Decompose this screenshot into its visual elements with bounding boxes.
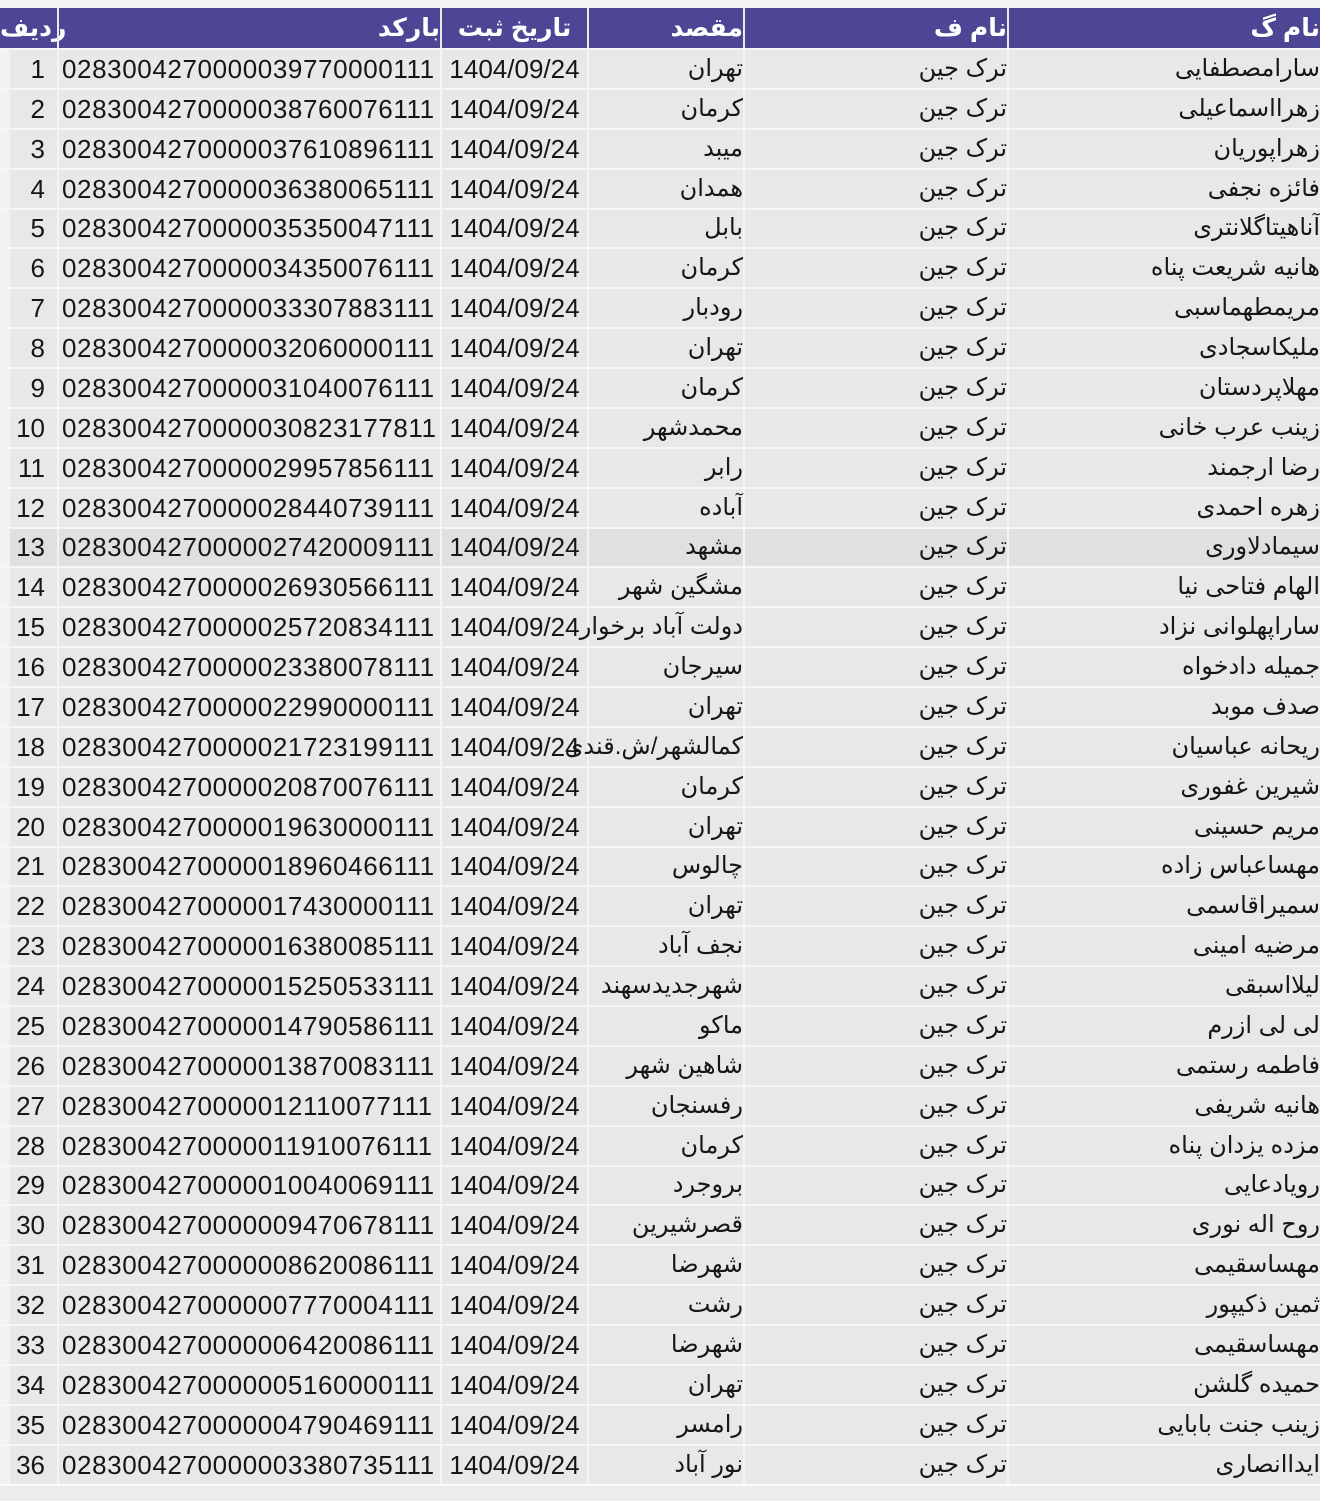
barcode-value: 0283004270000023380078111: [57, 648, 440, 686]
barcode-value: 0283004270000020870076111: [57, 768, 440, 806]
row-number-value: 10: [0, 409, 57, 447]
receiver-name-value: ریحانه عباسیان: [1007, 728, 1320, 766]
table-row[interactable]: [0, 606, 1320, 646]
row-number-value: 6: [0, 249, 57, 287]
date-value: 1404/09/24: [440, 1246, 587, 1284]
receiver-name-value: ایداانصاری: [1007, 1446, 1320, 1484]
date-value: 1404/09/24: [440, 1087, 587, 1125]
barcode-value: 0283004270000009470678111: [57, 1206, 440, 1244]
destination-value: شهرضا: [587, 1326, 743, 1364]
row-number-value: 21: [0, 848, 57, 886]
table-row[interactable]: [0, 846, 1320, 886]
receiver-name-value: مریمطهماسبی: [1007, 289, 1320, 327]
date-value: 1404/09/24: [440, 1127, 587, 1165]
row-number-value: 7: [0, 289, 57, 327]
destination-value: محمدشهر: [587, 409, 743, 447]
sender-name-value: ترک جین: [743, 1127, 1007, 1165]
row-number-value: 24: [0, 967, 57, 1005]
receiver-name-value: مهساسقیمی: [1007, 1246, 1320, 1284]
destination-value: تهران: [587, 329, 743, 367]
date-value: 1404/09/24: [440, 489, 587, 527]
barcode-value: 0283004270000003380735111: [57, 1446, 440, 1484]
table-row[interactable]: [0, 1324, 1320, 1364]
sender-name-value: ترک جین: [743, 409, 1007, 447]
destination-value: رودبار: [587, 289, 743, 327]
sender-name-value: ترک جین: [743, 887, 1007, 925]
receiver-name-value: سمیراقاسمی: [1007, 887, 1320, 925]
table-row[interactable]: [0, 1244, 1320, 1284]
destination-value: کرمان: [587, 768, 743, 806]
barcode-value: 0283004270000038760076111: [57, 90, 440, 128]
table-row[interactable]: [0, 1045, 1320, 1085]
table-row[interactable]: [0, 726, 1320, 766]
date-value: 1404/09/24: [440, 210, 587, 248]
receiver-name-value: رضا ارجمند: [1007, 449, 1320, 487]
date-value: 1404/09/24: [440, 808, 587, 846]
row-number-value: 16: [0, 648, 57, 686]
date-value: 1404/09/24: [440, 848, 587, 886]
sender-name-value: ترک جین: [743, 1406, 1007, 1444]
sender-name-value: ترک جین: [743, 1167, 1007, 1205]
row-number-value: 11: [0, 449, 57, 487]
date-value: 1404/09/24: [440, 1007, 587, 1045]
sender-name-value: ترک جین: [743, 1246, 1007, 1284]
sender-name-value: ترک جین: [743, 50, 1007, 88]
destination-value: رشت: [587, 1286, 743, 1324]
sender-name-value: ترک جین: [743, 808, 1007, 846]
receiver-name-value: مهساسقیمی: [1007, 1326, 1320, 1364]
barcode-value: 0283004270000025720834111: [57, 608, 440, 646]
sender-name-value: ترک جین: [743, 1007, 1007, 1045]
destination-value: چالوس: [587, 848, 743, 886]
table-row[interactable]: [0, 247, 1320, 287]
receiver-name-value: زینب عرب خانی: [1007, 409, 1320, 447]
table-row[interactable]: [0, 327, 1320, 367]
row-number-value: 17: [0, 688, 57, 726]
destination-value: مشهد: [587, 529, 743, 567]
receiver-name-value: روح اله نوری: [1007, 1206, 1320, 1244]
table-row[interactable]: [0, 1404, 1320, 1444]
destination-value: کرمان: [587, 1127, 743, 1165]
column-header-sender-name: نام ف: [743, 8, 1007, 48]
sender-name-value: ترک جین: [743, 1286, 1007, 1324]
receiver-name-value: سیمادلاوری: [1007, 529, 1320, 567]
table-row[interactable]: [0, 1444, 1320, 1484]
row-number-value: 36: [0, 1446, 57, 1484]
table-row[interactable]: [0, 686, 1320, 726]
destination-value: شهرجدیدسهند: [587, 967, 743, 1005]
receiver-name-value: رویادعایی: [1007, 1167, 1320, 1205]
row-number-value: 32: [0, 1286, 57, 1324]
destination-value: تهران: [587, 1366, 743, 1404]
destination-value: رفسنجان: [587, 1087, 743, 1125]
sender-name-value: ترک جین: [743, 1087, 1007, 1125]
date-value: 1404/09/24: [440, 1366, 587, 1404]
row-number-value: 9: [0, 369, 57, 407]
table-row[interactable]: [0, 1085, 1320, 1125]
date-value: 1404/09/24: [440, 927, 587, 965]
sender-name-value: ترک جین: [743, 1047, 1007, 1085]
barcode-value: 0283004270000022990000111: [57, 688, 440, 726]
date-value: 1404/09/24: [440, 130, 587, 168]
receiver-name-value: هانیه شریفی: [1007, 1087, 1320, 1125]
barcode-value: 0283004270000026930566111: [57, 568, 440, 606]
barcode-value: 0283004270000036380065111: [57, 170, 440, 208]
receiver-name-value: مهلاپردستان: [1007, 369, 1320, 407]
sender-name-value: ترک جین: [743, 529, 1007, 567]
table-row[interactable]: [0, 407, 1320, 447]
row-number-value: 19: [0, 768, 57, 806]
receiver-name-value: آناهیتاگلانتری: [1007, 210, 1320, 248]
row-number-value: 23: [0, 927, 57, 965]
column-header-row-number: ردیف: [0, 14, 67, 42]
table-row[interactable]: [0, 287, 1320, 327]
destination-value: نجف آباد: [587, 927, 743, 965]
table-row[interactable]: [0, 1165, 1320, 1205]
row-number-value: 1: [0, 50, 57, 88]
destination-value: تهران: [587, 50, 743, 88]
destination-value: بابل: [587, 210, 743, 248]
table-row[interactable]: [0, 208, 1320, 248]
table-row[interactable]: [0, 1284, 1320, 1324]
table-row[interactable]: [0, 646, 1320, 686]
date-value: 1404/09/24: [440, 449, 587, 487]
table-row[interactable]: [0, 885, 1320, 925]
table-row[interactable]: [0, 1204, 1320, 1244]
row-number-value: 29: [0, 1167, 57, 1205]
barcode-value: 0283004270000011910076111: [57, 1127, 440, 1165]
date-value: 1404/09/24: [440, 369, 587, 407]
sender-name-value: ترک جین: [743, 927, 1007, 965]
table-row[interactable]: [0, 965, 1320, 1005]
receiver-name-value: زهرااسماعیلی: [1007, 90, 1320, 128]
receiver-name-value: جمیله دادخواه: [1007, 648, 1320, 686]
destination-value: دولت آباد برخوار: [587, 608, 743, 646]
receiver-name-value: الهام فتاحی نیا: [1007, 568, 1320, 606]
row-number-value: 25: [0, 1007, 57, 1045]
destination-value: شاهین شهر: [587, 1047, 743, 1085]
sender-name-value: ترک جین: [743, 728, 1007, 766]
destination-value: کرمان: [587, 369, 743, 407]
table-row[interactable]: [0, 566, 1320, 606]
sender-name-value: ترک جین: [743, 170, 1007, 208]
date-value: 1404/09/24: [440, 90, 587, 128]
destination-value: رابر: [587, 449, 743, 487]
row-number-value: 15: [0, 608, 57, 646]
sender-name-value: ترک جین: [743, 369, 1007, 407]
barcode-value: 0283004270000021723199111: [57, 728, 440, 766]
destination-value: شهرضا: [587, 1246, 743, 1284]
row-number-value: 18: [0, 728, 57, 766]
date-value: 1404/09/24: [440, 967, 587, 1005]
sender-name-value: ترک جین: [743, 249, 1007, 287]
table-row[interactable]: [0, 1364, 1320, 1404]
receiver-name-value: ملیکاسجادی: [1007, 329, 1320, 367]
barcode-value: 0283004270000028440739111: [57, 489, 440, 527]
row-number-value: 4: [0, 170, 57, 208]
barcode-value: 0283004270000034350076111: [57, 249, 440, 287]
row-number-value: 13: [0, 529, 57, 567]
destination-value: آباده: [587, 489, 743, 527]
destination-value: کرمان: [587, 249, 743, 287]
receiver-name-value: شیرین غفوری: [1007, 768, 1320, 806]
destination-value: تهران: [587, 887, 743, 925]
date-value: 1404/09/24: [440, 688, 587, 726]
receiver-name-value: هانیه شریعت پناه: [1007, 249, 1320, 287]
barcode-value: 0283004270000008620086111: [57, 1246, 440, 1284]
date-value: 1404/09/24: [440, 1286, 587, 1324]
row-number-value: 28: [0, 1127, 57, 1165]
table-row[interactable]: [0, 766, 1320, 806]
destination-value: بروجرد: [587, 1167, 743, 1205]
destination-value: کرمان: [587, 90, 743, 128]
bottom-margin-strip: [0, 1484, 1320, 1501]
destination-value: سیرجان: [587, 648, 743, 686]
date-value: 1404/09/24: [440, 648, 587, 686]
top-margin-strip: [0, 0, 1320, 8]
barcode-value: 0283004270000035350047111: [57, 210, 440, 248]
sender-name-value: ترک جین: [743, 449, 1007, 487]
barcode-value: 0283004270000016380085111: [57, 927, 440, 965]
barcode-value: 0283004270000030823177811: [57, 409, 440, 447]
date-value: 1404/09/24: [440, 568, 587, 606]
destination-value: کمالشهر/ش.قندی: [587, 728, 743, 766]
row-number-value: 22: [0, 887, 57, 925]
sender-name-value: ترک جین: [743, 1326, 1007, 1364]
barcode-value: 0283004270000010040069111: [57, 1167, 440, 1205]
table-row[interactable]: [0, 88, 1320, 128]
barcode-value: 0283004270000018960466111: [57, 848, 440, 886]
receiver-name-value: لیلااسبقی: [1007, 967, 1320, 1005]
barcode-value: 0283004270000017430000111: [57, 887, 440, 925]
row-number-value: 14: [0, 568, 57, 606]
receiver-name-value: حمیده گلشن: [1007, 1366, 1320, 1404]
table-row[interactable]: [0, 925, 1320, 965]
barcode-value: 0283004270000037610896111: [57, 130, 440, 168]
date-value: 1404/09/24: [440, 728, 587, 766]
sender-name-value: ترک جین: [743, 568, 1007, 606]
sender-name-value: ترک جین: [743, 768, 1007, 806]
receiver-name-value: ساراپهلوانی نزاد: [1007, 608, 1320, 646]
destination-value: میبد: [587, 130, 743, 168]
barcode-value: 0283004270000012110077111: [57, 1087, 440, 1125]
sender-name-value: ترک جین: [743, 130, 1007, 168]
date-value: 1404/09/24: [440, 50, 587, 88]
barcode-value: 0283004270000039770000111: [57, 50, 440, 88]
barcode-value: 0283004270000015250533111: [57, 967, 440, 1005]
destination-value: ماکو: [587, 1007, 743, 1045]
sender-name-value: ترک جین: [743, 608, 1007, 646]
date-value: 1404/09/24: [440, 170, 587, 208]
date-value: 1404/09/24: [440, 1326, 587, 1364]
table-row[interactable]: [0, 447, 1320, 487]
table-row[interactable]: [0, 128, 1320, 168]
destination-value: قصرشیرین: [587, 1206, 743, 1244]
barcode-value: 0283004270000005160000111: [57, 1366, 440, 1404]
receiver-name-value: مریم حسینی: [1007, 808, 1320, 846]
row-number-value: 8: [0, 329, 57, 367]
date-value: 1404/09/24: [440, 1206, 587, 1244]
receiver-name-value: سارامصطفایی: [1007, 50, 1320, 88]
date-value: 1404/09/24: [440, 289, 587, 327]
date-value: 1404/09/24: [440, 887, 587, 925]
barcode-value: 0283004270000014790586111: [57, 1007, 440, 1045]
sender-name-value: ترک جین: [743, 90, 1007, 128]
receiver-name-value: لی لی ازرم: [1007, 1007, 1320, 1045]
date-value: 1404/09/24: [440, 1167, 587, 1205]
row-number-value: 12: [0, 489, 57, 527]
table-row[interactable]: [0, 806, 1320, 846]
receiver-name-value: زینب جنت بابایی: [1007, 1406, 1320, 1444]
destination-value: مشگین شهر: [587, 568, 743, 606]
destination-value: نور آباد: [587, 1446, 743, 1484]
row-number-value: 27: [0, 1087, 57, 1125]
row-number-value: 34: [0, 1366, 57, 1404]
table-row[interactable]: [0, 168, 1320, 208]
destination-value: تهران: [587, 688, 743, 726]
receiver-name-value: فاطمه رستمی: [1007, 1047, 1320, 1085]
receiver-name-value: مهساعباس زاده: [1007, 848, 1320, 886]
date-value: 1404/09/24: [440, 529, 587, 567]
receiver-name-value: صدف موبد: [1007, 688, 1320, 726]
sender-name-value: ترک جین: [743, 648, 1007, 686]
row-number-value: 35: [0, 1406, 57, 1444]
row-number-value: 33: [0, 1326, 57, 1364]
receiver-name-value: مزده یزدان پناه: [1007, 1127, 1320, 1165]
date-value: 1404/09/24: [440, 409, 587, 447]
date-value: 1404/09/24: [440, 1047, 587, 1085]
table-row[interactable]: [0, 1125, 1320, 1165]
date-value: 1404/09/24: [440, 329, 587, 367]
barcode-value: 0283004270000029957856111: [57, 449, 440, 487]
receiver-name-value: زهراپوریان: [1007, 130, 1320, 168]
sender-name-value: ترک جین: [743, 1366, 1007, 1404]
row-number-value: 5: [0, 210, 57, 248]
table-row[interactable]: [0, 487, 1320, 527]
table-body: [0, 48, 1320, 1484]
destination-value: تهران: [587, 808, 743, 846]
sender-name-value: ترک جین: [743, 210, 1007, 248]
barcode-value: 0283004270000019630000111: [57, 808, 440, 846]
column-header-date: تاریخ ثبت: [440, 8, 587, 48]
sender-name-value: ترک جین: [743, 967, 1007, 1005]
table-row[interactable]: [0, 48, 1320, 88]
row-number-value: 20: [0, 808, 57, 846]
sender-name-value: ترک جین: [743, 329, 1007, 367]
barcode-value: 0283004270000027420009111: [57, 529, 440, 567]
sender-name-value: ترک جین: [743, 688, 1007, 726]
date-value: 1404/09/24: [440, 768, 587, 806]
table-row[interactable]: [0, 527, 1320, 567]
receiver-name-value: ثمین ذکیپور: [1007, 1286, 1320, 1324]
sender-name-value: ترک جین: [743, 1206, 1007, 1244]
row-number-value: 3: [0, 130, 57, 168]
row-number-value: 26: [0, 1047, 57, 1085]
row-number-value: 30: [0, 1206, 57, 1244]
barcode-value: 0283004270000032060000111: [57, 329, 440, 367]
table-header-row: [0, 8, 1320, 48]
date-value: 1404/09/24: [440, 608, 587, 646]
column-header-destination: مقصد: [587, 8, 743, 48]
receiver-name-value: فائزه نجفی: [1007, 170, 1320, 208]
destination-value: همدان: [587, 170, 743, 208]
date-value: 1404/09/24: [440, 249, 587, 287]
sender-name-value: ترک جین: [743, 289, 1007, 327]
barcode-value: 0283004270000013870083111: [57, 1047, 440, 1085]
row-number-value: 31: [0, 1246, 57, 1284]
column-header-barcode: بارکد: [57, 8, 440, 48]
column-header-receiver-name: نام گ: [1007, 8, 1320, 48]
receiver-name-value: مرضیه امینی: [1007, 927, 1320, 965]
sender-name-value: ترک جین: [743, 848, 1007, 886]
sender-name-value: ترک جین: [743, 1446, 1007, 1484]
date-value: 1404/09/24: [440, 1406, 587, 1444]
barcode-value: 0283004270000033307883111: [57, 289, 440, 327]
barcode-value: 0283004270000006420086111: [57, 1326, 440, 1364]
receiver-name-value: زهره احمدی: [1007, 489, 1320, 527]
barcode-value: 0283004270000004790469111: [57, 1406, 440, 1444]
table-row[interactable]: [0, 1005, 1320, 1045]
barcode-value: 0283004270000031040076111: [57, 369, 440, 407]
destination-value: رامسر: [587, 1406, 743, 1444]
date-value: 1404/09/24: [440, 1446, 587, 1484]
table-row[interactable]: [0, 367, 1320, 407]
barcode-value: 0283004270000007770004111: [57, 1286, 440, 1324]
row-number-value: 2: [0, 90, 57, 128]
sender-name-value: ترک جین: [743, 489, 1007, 527]
